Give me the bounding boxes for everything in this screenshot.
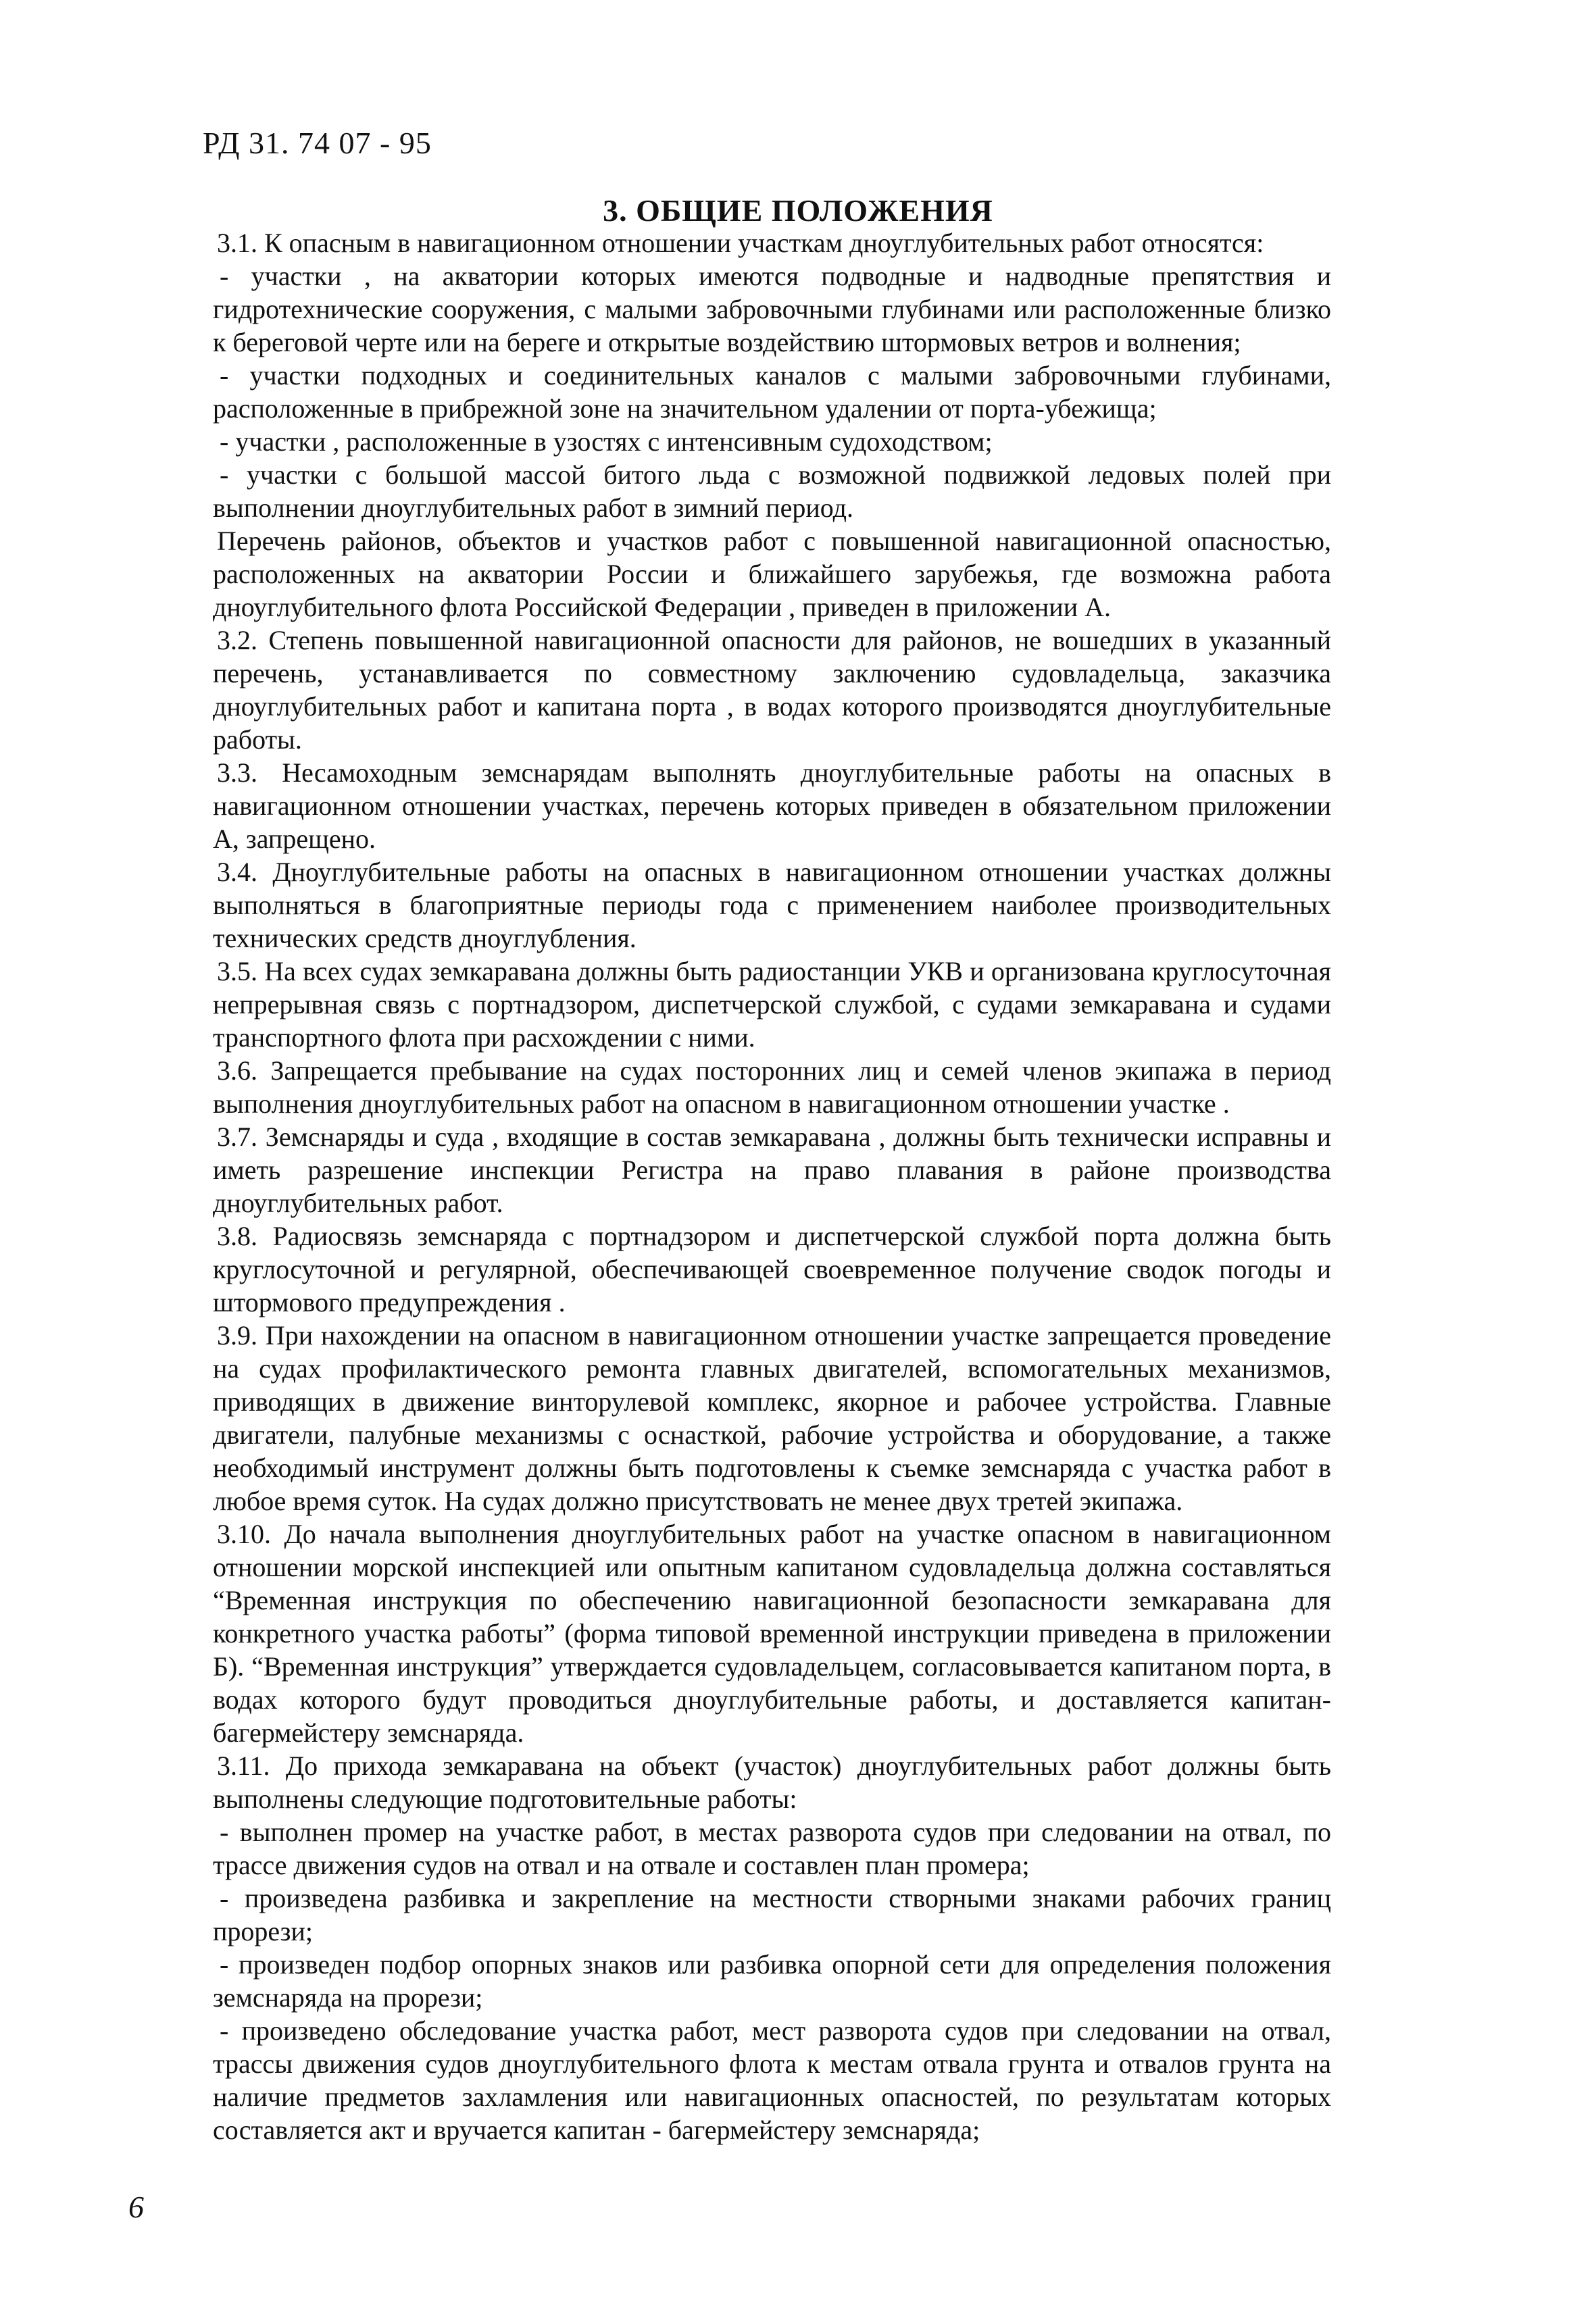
list-item: - произведено обследование участка работ, мест разворота судов при следовании на отвал, трассы движения судов дноуглубительного флота к местам отвала грунта и отвалов грунта на наличие предметов захламления или навигационных опасностей, по результатам которых составляется акт и вручается капитан - багермейстеру земснаряда;	[213, 2015, 1331, 2145]
list-item: - выполнен промер на участке работ, в местах разворота судов при следовании на отвал, по трассе движения судов на отвал и на отвале и составлен план промера;	[213, 1817, 1331, 1880]
list-item: - произведена разбивка и закрепление на местности створными знаками рабочих границ прорези;	[213, 1883, 1331, 1946]
paragraph-3-8: 3.8. Радиосвязь земснаряда с портнадзором и диспетчерской службой порта должна быть круглосуточной и регулярной, обеспечивающей своевременное получение сводок погоды и штормового предупреждения .	[213, 1221, 1331, 1317]
paragraph-3-6: 3.6. Запрещается пребывание на судах посторонних лиц и семей членов экипажа в период выполнения дноуглубительных работ на опасном в навигационном отношении участке .	[213, 1055, 1331, 1119]
page-number: 6	[128, 2190, 144, 2224]
body-text	[213, 226, 1331, 2146]
paragraph-3-2: 3.2. Степень повышенной навигационной опасности для районов, не вошедших в указанный перечень, устанавливается по совместному заключению судовладельца, заказчика дноуглубительных работ и капитана порта , в водах которого производятся дноуглубительные работы.	[213, 625, 1331, 755]
paragraph-3-7: 3.7. Земснаряды и суда , входящие в состав земкаравана , должны быть технически исправны и иметь разрешение инспекции Регистра на право плавания в районе производства дноуглубительных работ.	[213, 1122, 1331, 1218]
paragraph-3-3: 3.3. Несамоходным земснарядам выполнять дноуглубительные работы на опасных в навигационном отношении участках, перечень которых приведен в обязательном приложении А, запрещено.	[213, 757, 1331, 854]
list-item: - участки , расположенные в узостях с интенсивным судоходством;	[220, 426, 993, 457]
document-code-header: РД 31. 74 07 - 95	[203, 126, 432, 160]
paragraph-3-11: 3.11. До прихода земкаравана на объект (участок) дноуглубительных работ должны быть выполнены следующие подготовительные работы:	[213, 1751, 1331, 1814]
paragraph-3-10: 3.10. До начала выполнения дноуглубительных работ на участке опасном в навигационном отношении морской инспекцией или опытным капитаном судовладельца должна составляться “Временная инструкция по обеспечению навигационной безопасности земкаравана для конкретного участка работы” (форма типовой временной инструкции приведена в приложении Б). “Временная инструкция” утверждается судовладельцем, согласовывается капитаном порта, в водах которого будут проводиться дноуглубительные работы, и доставляется капитан-багермейстеру земснаряда.	[213, 1519, 1331, 1748]
list-item: - участки , на акватории которых имеются подводные и надводные препятствия и гидротехнические сооружения, с малыми забровочными глубинами или расположенные близко к береговой черте или на береге и открытые воздействию штормовых ветров и волнения;	[213, 261, 1331, 357]
section-title: 3. ОБЩИЕ ПОЛОЖЕНИЯ	[603, 193, 993, 228]
paragraph-3-4: 3.4. Дноуглубительные работы на опасных в навигационном отношении участках должны выполняться в благоприятные периоды года с применением наиболее производительных технических средств дноуглубления.	[213, 857, 1331, 953]
paragraph-3-5: 3.5. На всех судах земкаравана должны быть радиостанции УКВ и организована круглосуточная непрерывная связь с портнадзором, диспетчерской службой, с судами земкаравана и судами транспортного флота при расхождении с ними.	[213, 956, 1331, 1053]
paragraph-3-1: 3.1. К опасным в навигационном отношении участкам дноуглубительных работ относятся:	[217, 228, 1264, 258]
paragraph-3-9: 3.9. При нахождении на опасном в навигационном отношении участке запрещается проведение на судах профилактического ремонта главных двигателей, вспомогательных механизмов, приводящих в движение винторулевой комплекс, якорное и рабочее устройства. Главные двигатели, палубные механизмы с оснасткой, рабочие устройства и оборудование, а также необходимый инструмент должны быть подготовлены к съемке земснаряда с участка работ в любое время суток. На судах должно присутствовать не менее двух третей экипажа.	[213, 1320, 1331, 1516]
list-item: - произведен подбор опорных знаков или разбивка опорной сети для определения положения земснаряда на прорези;	[213, 1949, 1331, 2013]
paragraph-list-reference: Перечень районов, объектов и участков работ с повышенной навигационной опасностью, расположенных на акватории России и ближайшего зарубежья, где возможна работа дноуглубительного флота Российской Федерации , приведен в приложении А.	[213, 526, 1331, 622]
list-item: - участки с большой массой битого льда с возможной подвижкой ледовых полей при выполнении дноуглубительных работ в зимний период.	[213, 459, 1331, 523]
list-item: - участки подходных и соединительных каналов с малыми забровочными глубинами, расположенные в прибрежной зоне на значительном удалении от порта-убежища;	[213, 360, 1331, 424]
